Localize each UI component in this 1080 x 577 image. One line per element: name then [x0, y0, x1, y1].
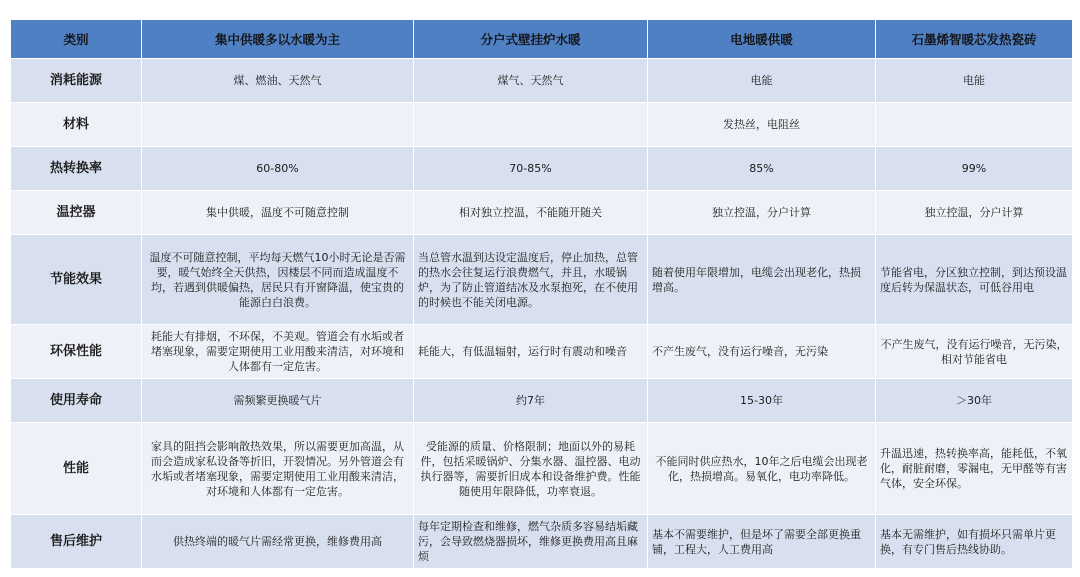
table-cell: 基本无需维护，如有损坏只需单片更换，有专门售后热线协助。: [876, 515, 1073, 569]
table-cell: 电能: [876, 59, 1073, 103]
table-header-row: [11, 20, 1073, 59]
table-cell: 煤气、天然气: [414, 59, 648, 103]
table-cell: 电能: [648, 59, 876, 103]
table-cell: 基本不需要维护，但是坏了需要全部更换重铺，工程大，人工费用高: [648, 515, 876, 569]
row-label: 使用寿命: [11, 379, 142, 423]
row-label: 售后维护: [11, 515, 142, 569]
table-cell: [142, 103, 414, 147]
table-row: [11, 325, 1073, 379]
table-cell: 受能源的质量、价格限制；地面以外的易耗件，包括采暖锅炉、分集水器、温控器、电动执行器等，需要折旧成本和设备维护费。性能随使用年限降低，功率衰退。: [414, 423, 648, 515]
heating-comparison-table: [10, 19, 1073, 569]
table-cell: 99%: [876, 147, 1073, 191]
table-cell: 耗能大，有低温辐射，运行时有震动和噪音: [414, 325, 648, 379]
table-row: [11, 147, 1073, 191]
table-cell: 不能同时供应热水，10年之后电缆会出现老化，热损增高。易氧化，电功率降低。: [648, 423, 876, 515]
table-cell: 耗能大有排烟，不环保，不美观。管道会有水垢或者堵塞现象，需要定期使用工业用酸来清洁，对环境和人体都有一定危害。: [142, 325, 414, 379]
table-row: [11, 379, 1073, 423]
header-graphene-tile: 石墨烯智暖芯发热瓷砖: [876, 20, 1073, 59]
table-cell: 随着使用年限增加，电缆会出现老化，热损增高。: [648, 235, 876, 325]
table-cell: 发热丝，电阻丝: [648, 103, 876, 147]
table-cell: 当总管水温到达设定温度后，停止加热，总管的热水会往复运行浪费燃气，并且，水暖锅炉，为了防止管道结冰及水泵抱死，在不使用的时候也不能关闭电源。: [414, 235, 648, 325]
table-cell: 集中供暖，温度不可随意控制: [142, 191, 414, 235]
header-electric-floor: 电地暖供暖: [648, 20, 876, 59]
row-label: 热转换率: [11, 147, 142, 191]
table-cell: 60-80%: [142, 147, 414, 191]
table-cell: 节能省电，分区独立控制，到达预设温度后转为保温状态，可低谷用电: [876, 235, 1073, 325]
row-label: 环保性能: [11, 325, 142, 379]
row-label: 节能效果: [11, 235, 142, 325]
header-central-heating: 集中供暖多以水暖为主: [142, 20, 414, 59]
table-cell: 温度不可随意控制，平均每天燃气10小时无论是否需要，暖气始终全天供热，因楼层不同而造成温度不均，若遇到供暖偏热，居民只有开窗降温，使宝贵的能源白白浪费。: [142, 235, 414, 325]
row-label: 材料: [11, 103, 142, 147]
table-cell: 不产生废气，没有运行噪音，无污染: [648, 325, 876, 379]
header-category: 类别: [11, 20, 142, 59]
table-cell: ＞30年: [876, 379, 1073, 423]
table-cell: 85%: [648, 147, 876, 191]
table-row: [11, 423, 1073, 515]
table-cell: 相对独立控温，不能随开随关: [414, 191, 648, 235]
table-cell: 约7年: [414, 379, 648, 423]
table-row: [11, 235, 1073, 325]
row-label: 温控器: [11, 191, 142, 235]
table-cell: 煤、燃油、天然气: [142, 59, 414, 103]
table-row: [11, 191, 1073, 235]
table-cell: 每年定期检查和维修，燃气杂质多容易结垢藏污，会导致燃烧器损坏，维修更换费用高且麻烦: [414, 515, 648, 569]
row-label: 消耗能源: [11, 59, 142, 103]
table-cell: [876, 103, 1073, 147]
table-cell: 不产生废气，没有运行噪音，无污染，相对节能省电: [876, 325, 1073, 379]
comparison-table-container: [10, 19, 1072, 569]
table-cell: 家具的阻挡会影响散热效果，所以需要更加高温，从而会造成家私设备等折旧，开裂情况。另外管道会有水垢或者堵塞现象，需要定期使用工业用酸来清洁，对环境和人体都有一定危害。: [142, 423, 414, 515]
table-cell: 需频繁更换暖气片: [142, 379, 414, 423]
table-row: [11, 515, 1073, 569]
table-cell: 70-85%: [414, 147, 648, 191]
table-row: [11, 103, 1073, 147]
header-wall-boiler: 分户式壁挂炉水暖: [414, 20, 648, 59]
table-cell: 独立控温，分户计算: [876, 191, 1073, 235]
table-cell: 独立控温，分户计算: [648, 191, 876, 235]
table-row: [11, 59, 1073, 103]
table-cell: [414, 103, 648, 147]
table-cell: 15-30年: [648, 379, 876, 423]
table-cell: 升温迅速，热转换率高，能耗低，不氧化，耐脏耐磨，零漏电，无甲醛等有害气体，安全环保。: [876, 423, 1073, 515]
row-label: 性能: [11, 423, 142, 515]
table-cell: 供热终端的暖气片需经常更换，维修费用高: [142, 515, 414, 569]
